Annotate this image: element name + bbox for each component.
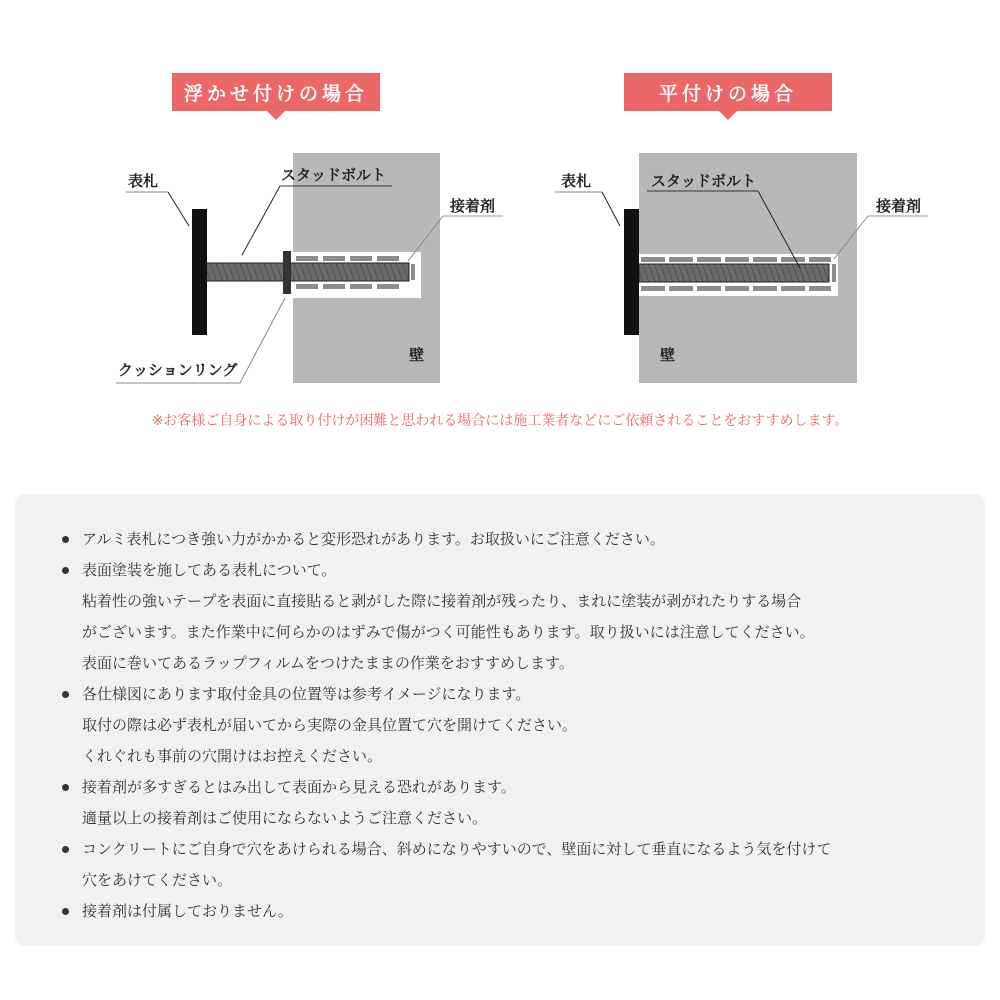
- caution-line: アルミ表札につき強い力がかかると変形恐れがあります。お取扱いにご注意ください。: [82, 530, 665, 548]
- caution-line: コンクリートにご自身で穴をあけられる場合、斜めになりやすいので、壁面に対して垂直になるよう気を付けて: [82, 840, 832, 858]
- caution-line: 表面に巻いてあるラップフィルムをつけたままの作業をおすすめします。: [82, 654, 574, 672]
- caution-line: 各仕様図にあります取付金具の位置等は参考イメージになります。: [82, 685, 531, 703]
- caution-item: [60, 834, 960, 896]
- caution-line: くれぐれも事前の穴開けはお控えください。: [82, 747, 383, 765]
- caution-line: 表面塗装を施してある表札について。: [82, 561, 337, 579]
- caution-line: 接着剤は付属しておりません。: [82, 902, 293, 920]
- caution-line: 穴をあけてください。: [82, 871, 233, 889]
- left-diagram: [116, 186, 503, 383]
- cautions-list: [60, 524, 960, 927]
- label-stud-bolt-right: スタッドボルト: [651, 172, 757, 190]
- caution-line: 取付の際は必ず表札が届いてから実際の金具位置て穴を開けてください。: [82, 716, 578, 734]
- caution-line: 適量以上の接着剤はご使用にならないようご注意ください。: [82, 809, 488, 827]
- label-adhesive-right: 接着剤: [876, 197, 922, 215]
- mounting-diagrams: [0, 0, 1000, 420]
- label-stud-bolt-left: スタッドボルト: [281, 166, 387, 184]
- label-wall-left: 壁: [409, 346, 425, 364]
- label-nameplate-left: 表札: [128, 172, 159, 190]
- label-adhesive-left: 接着剤: [450, 197, 496, 215]
- caution-item: [60, 896, 960, 927]
- caution-item: [60, 524, 960, 555]
- right-diagram: [555, 191, 928, 335]
- caution-line: 接着剤が多すぎるとはみ出して表面から見える恐れがあります。: [82, 778, 516, 796]
- caution-item: [60, 555, 960, 679]
- banner-floating-mount-label: 浮かせ付けの場合: [183, 82, 368, 105]
- label-cushion-ring: クッションリング: [118, 361, 238, 379]
- label-wall-right: 壁: [660, 346, 676, 364]
- caution-item: [60, 772, 960, 834]
- label-nameplate-right: 表札: [561, 172, 592, 190]
- caution-line: がございます。また作業中に何らかのはずみで傷がつく可能性もあります。取り扱いには注意してください。: [82, 623, 815, 641]
- installation-note: ※お客様ご自身による取り付けが困難と思われる場合には施工業者などにご依頼されることをおすすめします。: [151, 413, 849, 429]
- caution-item: [60, 679, 960, 772]
- banner-flat-mount-label: 平付けの場合: [658, 82, 797, 105]
- caution-line: 粘着性の強いテープを表面に直接貼ると剥がした際に接着剤が残ったり、まれに塗装が剥がれたりする場合: [82, 592, 802, 610]
